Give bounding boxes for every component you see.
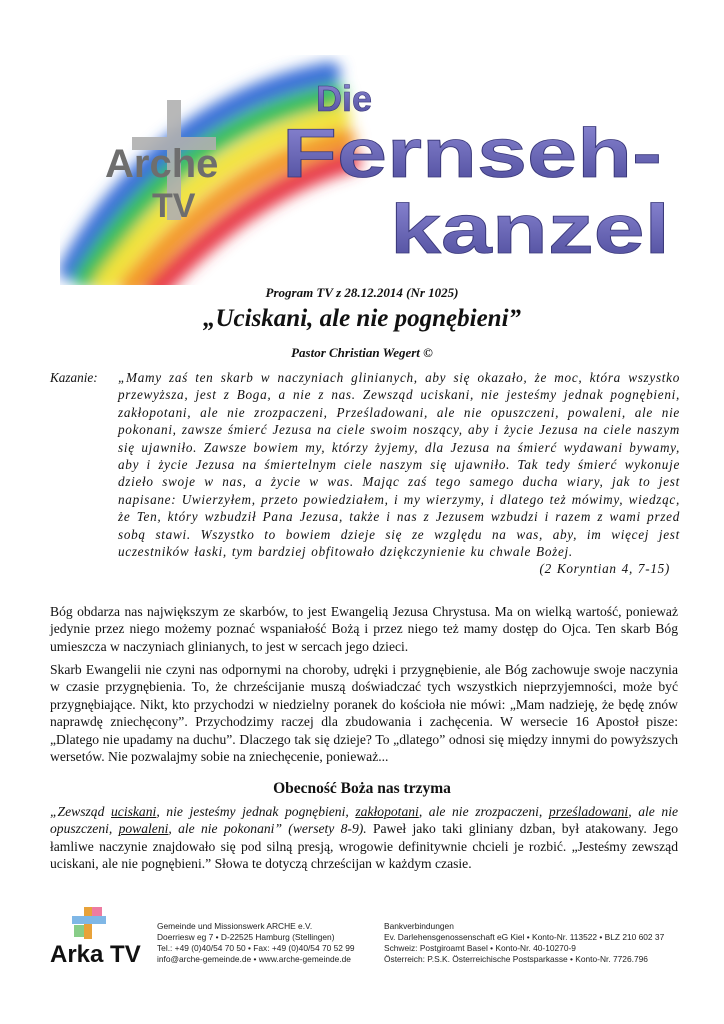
quote-part: , ale nie opuszczeni, (50, 804, 679, 837)
footer-line: Bankverbindungen (384, 921, 454, 931)
arche-tv-fernsehkanzel-banner (60, 55, 680, 285)
footer-bank-details (384, 921, 664, 965)
footer (0, 905, 724, 1005)
footer-line: info@arche-gemeinde.de • www.arche-gemeinde.de (157, 954, 351, 964)
banner-die-text: Die (316, 78, 373, 119)
underlined-word: powaleni (118, 821, 169, 837)
sermon-block (50, 369, 680, 578)
section-heading: Obecność Boża nas trzyma (273, 780, 451, 797)
banner-arche-text: Arche (105, 142, 219, 186)
underlined-word: zakłopotani (355, 804, 419, 819)
underlined-word: prześladowani (548, 804, 629, 819)
footer-line: Doerriesw eg 7 • D-22525 Hamburg (Stellingen) (157, 932, 335, 942)
paragraph-rest: Paweł jako taki gliniany dzban, był atakowany. Jego łamliwe naczynie znajdowało się pod silną presją, wrogowie definitywnie chcieli je rozbić. „Jesteśmy zewsząd uciskani, ale nie pognębieni.” Słowa te dotyczą chrześcijan w każdym czasie. (50, 821, 678, 872)
quote-part: „Zewsząd (50, 804, 111, 819)
sermon-label: Kazanie: (50, 370, 98, 385)
footer-line: Tel.: +49 (0)40/54 70 50 • Fax: +49 (0)40/54 70 52 99 (157, 943, 355, 953)
sermon-reference: (2 Koryntian 4, 7-15) (539, 561, 670, 577)
banner-kanzel-text: kanzel (390, 190, 670, 268)
sermon-text: „Mamy zaś ten skarb w naczyniach glinianych, aby się okazało, że moc, która wszystko przewyższa, jest z Boga, a nie z nas. Zewsząd uciskani, nie jesteśmy jednak pognębieni, zakłopotani, ale nie zrozpaczeni, Prześladowani, ale nie opuszczeni, powaleni, ale nie pokonani, zawsze śmierć Jezusa na ciele swoim noszący, aby i życie Jezusa na ciele naszym się ujawniło. Zawsze bowiem my, którzy żyjemy, dla Jezusa na śmierć wydawani bywamy, aby i życie Jezusa na śmiertelnym ciele naszym się ujawniło. Tak tedy śmierć wykonuje dzieło swoje w nas, a życie w was. Mając zaś tego samego ducha wiary, jak to jest napisane: Uwierzyłem, przeto powiedziałem, i my wierzymy, i dlatego też mówimy, wiedząc, że Ten, który wzbudził Pana Jezusa, także i nas z Jezusem wzbudzi i razem z wami przed sobą stawi. Wszystko to bowiem dzieje się ze względu na was, aby, im więcej jest uczestników łaski, tym bardziej obfitowało dziękczynienie ku chwale Bożej. (118, 370, 680, 560)
footer-line: Schweiz: Postgiroamt Basel • Konto-Nr. 40-10270-9 (384, 943, 576, 953)
footer-logo-text: Arka TV (50, 941, 141, 968)
author-line: Pastor Christian Wegert © (291, 345, 433, 360)
arka-tv-logo-icon (70, 905, 110, 941)
sermon-quote (118, 369, 680, 577)
footer-address (157, 921, 355, 965)
quote-part: , ale nie zrozpaczeni, (418, 804, 549, 819)
paragraph-1: Bóg obdarza nas największym ze skarbów, to jest Ewangelią Jezusa Chrystusa. Ma on wielką wartość, ponieważ jedynie przez niego możemy poznać wspaniałość Bożą i przez niego też mamy dostęp do Ojca. Ten skarb Bóg umieszcza w naczyniach glinianych, to jest w sercach jego dzieci. (50, 604, 678, 654)
page-title: „Uciskani, ale nie pognębieni” (202, 305, 522, 332)
footer-line: Österreich: P.S.K. Österreichische Postsparkasse • Konto-Nr. 7726.796 (384, 954, 648, 964)
paragraph-3 (50, 803, 678, 873)
footer-line: Gemeinde und Missionswerk ARCHE e.V. (157, 921, 313, 931)
paragraph-2: Skarb Ewangelii nie czyni nas odpornymi na choroby, udręki i przygnębienie, ale Bóg zachowuje swoje naczynia w czasie przygnębienia. To, że chrześcijanie muszą doświadczać tych wszystkich nieprzyjemności, może być przygnębiające. Nikt, kto przychodzi w niedzielny poranek do kościoła nie mówi: „Mam nadzieję, że będę znów naprawdę zniechęcony”. Przychodzimy raczej dla zbudowania i zachęcenia. W wersecie 16 Apostoł pisze: „Dlatego nie upadamy na duchu”. Dlaczego tak się dzieje? To „dlatego” odnosi się między innymi do powyższych wersetów. Nie pozwalajmy sobie na zniechęcenie, ponieważ... (50, 662, 678, 765)
banner-tv-text: TV (152, 187, 196, 225)
quote-part: , ale nie pokonani” (wersety 8-9). (168, 821, 367, 837)
program-line: Program TV z 28.12.2014 (Nr 1025) (265, 285, 459, 300)
banner-fernseh-text: Fernseh- (282, 114, 662, 192)
quote-part: , nie jesteśmy jednak pognębieni, (156, 804, 356, 819)
footer-line: Ev. Darlehensgenossenschaft eG Kiel • Konto-Nr. 113522 • BLZ 210 602 37 (384, 932, 665, 942)
underlined-word: uciskani (111, 804, 157, 819)
